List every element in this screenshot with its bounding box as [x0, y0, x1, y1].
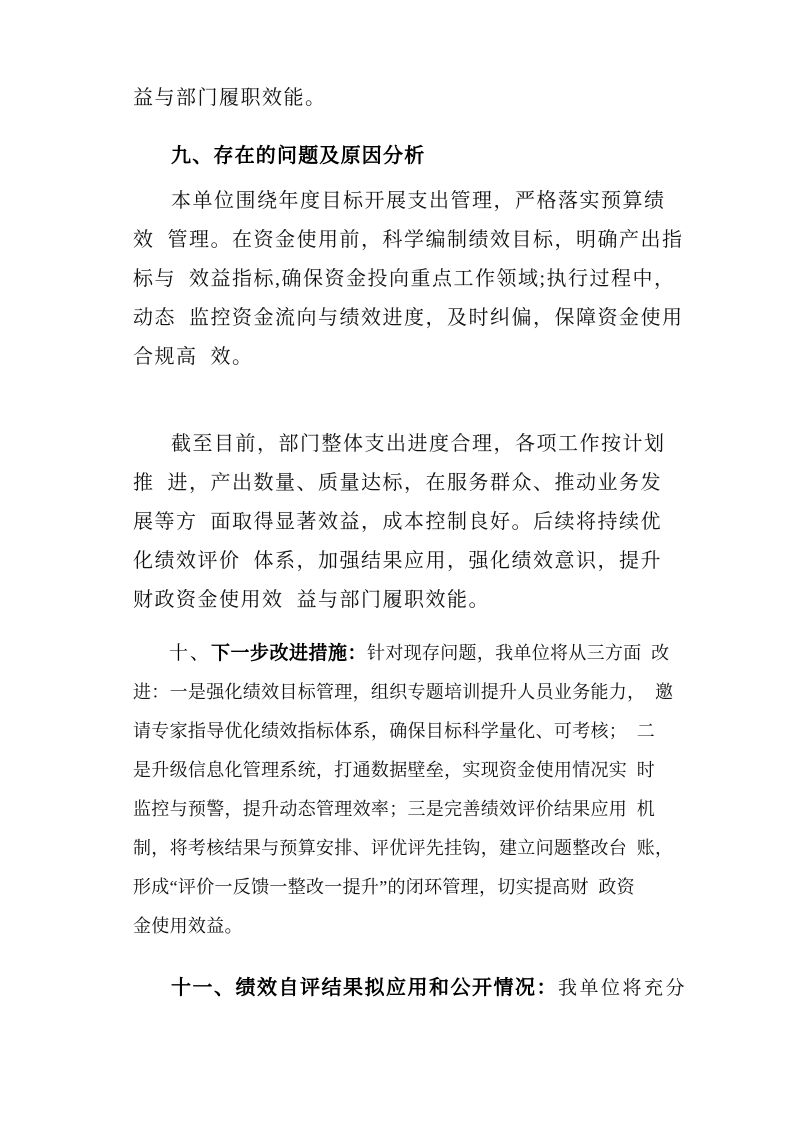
document-content: [133, 79, 688, 1009]
text-line: 监控与预警，提升动态管理效率；三是完善绩效评价结果应用 机: [133, 799, 655, 819]
text-line: 展等方 面取得显著效益，成本控制良好。后续将持续优: [133, 511, 662, 533]
section10-number: 十、: [169, 643, 212, 664]
text-line: 财政资金使用效 益与部门履职效能。: [133, 589, 490, 611]
text-line: 动态 监控资金流向与绩效进度，及时纠偏，保障资金使用: [133, 307, 684, 329]
text-line: 标与 效益指标,确保资金投向重点工作领域;执行过程中，: [133, 268, 676, 290]
text-line: [133, 969, 688, 1009]
section11-title-bold: 十一、绩效自评结果拟应用和公开情况：: [171, 977, 558, 999]
section10-paragraph: [133, 634, 673, 946]
text-line: 请专家指导优化绩效指标体系，确保目标科学量化、可考核； 二: [133, 721, 655, 741]
text-line: 形成“评价一反馈一整改一提升”的闭环管理，切实提高财 政资: [133, 877, 635, 897]
section9-paragraph: [133, 182, 684, 377]
continuation-text-line: 益与部门履职效能。: [133, 87, 327, 109]
text-line: 本单位围绕年度目标开展支出管理，严格落实预算绩: [171, 190, 666, 212]
text-line: 效 管理。在资金使用前，科学编制绩效目标，明确产出指: [133, 229, 684, 251]
section10-title-bold: 下一步改进措施：: [211, 643, 368, 664]
text-line: 是升级信息化管理系统，打通数据壁垒，实现资金使用情况实 时: [133, 760, 655, 780]
text-line: 化绩效评价 体系，加强结果应用，强化绩效意识，提升: [133, 550, 662, 572]
text-line: 制，将考核结果与预算安排、评优评先挂钩，建立问题整改台 账，: [133, 838, 674, 858]
text-line: 合规高 效。: [133, 346, 254, 368]
section11-paragraph: [133, 969, 688, 1009]
progress-paragraph: [133, 425, 673, 620]
section11-text: 我单位将充分: [558, 978, 688, 999]
text-line: [133, 634, 673, 673]
text-line: 进：一是强化绩效目标管理，组织专题培训提升人员业务能力， 邀: [133, 682, 674, 702]
text-line: 截至目前，部门整体支出进度合理，各项工作按计划: [171, 433, 666, 455]
section9-heading: 九、存在的问题及原因分析: [171, 145, 426, 167]
text-line: 推 进，产出数量、质量达标，在服务群众、推动业务发: [133, 472, 662, 494]
section10-text: 针对现存问题，我单位将从三方面 改: [367, 643, 670, 663]
text-line: 金使用效益。: [133, 916, 243, 936]
